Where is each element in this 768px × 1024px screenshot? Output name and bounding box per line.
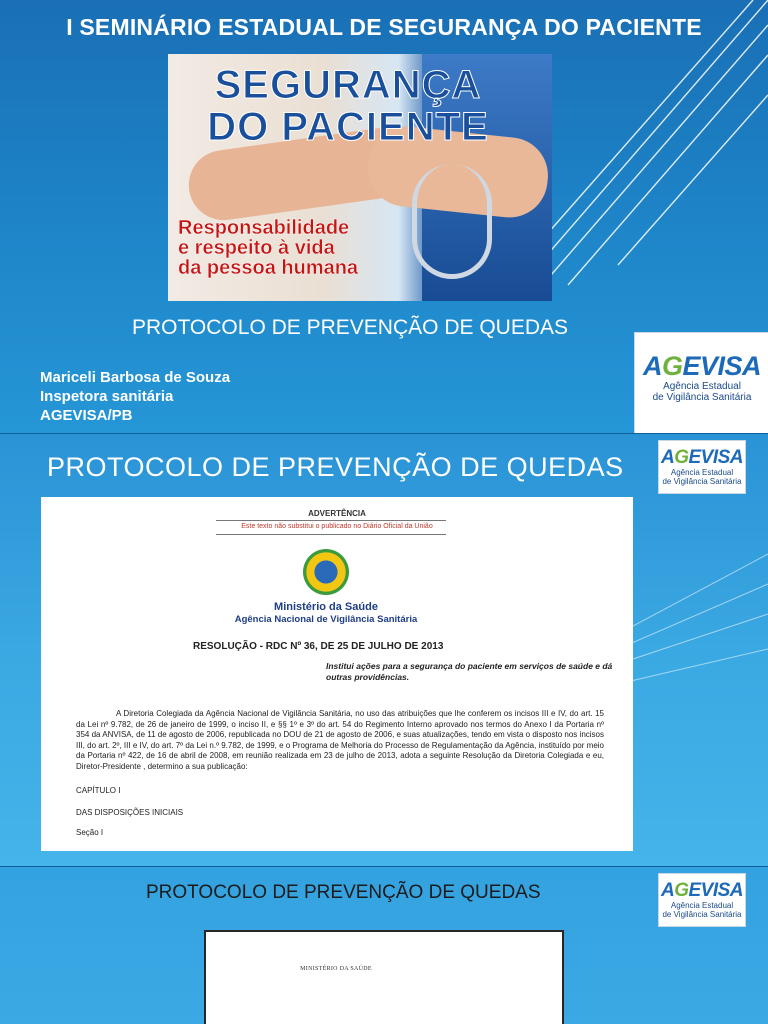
agevisa-logo [658,873,746,927]
banner-title: SEGURANÇA DO PACIENTE [207,63,489,149]
agevisa-logo-mark: AGEVISA [642,351,762,381]
slide-1 [0,0,768,434]
seminar-title: I SEMINÁRIO ESTADUAL DE SEGURANÇA DO PACIENTE [66,14,702,40]
doc-resolution-title: RESOLUÇÃO - RDC Nº 36, DE 25 DE JULHO DE 2013 [193,641,444,652]
agevisa-logo-mark: AGEVISA [660,880,744,901]
doc-warning: ADVERTÊNCIA [308,509,366,518]
doc-rule [216,520,446,521]
protocol-subtitle: PROTOCOLO DE PREVENÇÃO DE QUEDAS [131,316,569,339]
doc-body: A Diretoria Colegiada da Agência Nacional de Vigilância Sanitária, no uso das atribuições que lhe conferem os incisos III e IV, do art. 15 da Lei nº 9.782, de 26 de janeiro de 1999, o inciso II, e §§ 1º e 3º do art. 54 do Regimento Interno aprovado nos termos do Anexo I da Portaria nº 354 da ANVISA, de 11 de agosto de 2006, republicada no DOU de 21 de agosto de 2006, e suas atualizações, tendo em vista o disposto nos incisos III, do art. 2º, III e IV, do art. 7º da Lei n.º 9.782, de 1999, e o Programa de Melhoria do Processo de Regulamentação da Agência, instituído por meio da Portaria nº 422, de 16 de abril de 2008, em reunião realizada em 23 de julho de 2013, adota a seguinte Resolução da Diretoria Colegiada e eu, Diretor-Presidente , determino a sua publicação: [76,709,604,771]
agevisa-logo [658,440,746,494]
doc-institutes: Institui ações para a segurança do paciente em serviços de saúde e dá outras providências. [326,661,613,682]
author-org: AGEVISA/PB [40,407,133,424]
brazil-coat-of-arms-icon [303,549,349,595]
agevisa-logo-line1: Agência Estadual [670,901,734,910]
agevisa-logo-line2: de Vigilância Sanitária [662,910,742,919]
slide-3-title: PROTOCOLO DE PREVENÇÃO DE QUEDAS [146,882,541,903]
doc-agency: Agência Nacional de Vigilância Sanitária [234,614,418,625]
slide-2 [0,434,768,867]
agevisa-logo [634,332,768,434]
slide-3 [0,867,768,1024]
patient-safety-banner-image [168,54,552,301]
agevisa-logo-line2: de Vigilância Sanitária [662,477,742,486]
agevisa-logo-mark: AGEVISA [660,447,744,468]
doc-chapter: CAPÍTULO I [76,786,121,795]
agevisa-logo-line2: de Vigilância Sanitária [652,392,752,403]
doc-chapter-title: DAS DISPOSIÇÕES INICIAIS [76,808,184,817]
ministry-document-preview [204,930,564,1024]
agevisa-logo-line1: Agência Estadual [663,381,741,392]
doc-rule [216,534,446,535]
doc-ministry: Ministério da Saúde [274,601,378,613]
rdc-36-document [41,497,633,851]
slide-2-title: PROTOCOLO DE PREVENÇÃO DE QUEDAS [47,452,624,482]
doc-warning-note: Este texto não substitui o publicado no Diário Oficial da União [241,523,433,530]
banner-subtitle: Responsabilidade e respeito à vida da pessoa humana [178,217,359,279]
doc2-header: MINISTÉRIO DA SAÚDE [300,966,372,972]
author-role: Inspetora sanitária [40,388,174,405]
doc-section: Seção I [76,828,104,837]
agevisa-logo-line1: Agência Estadual [670,468,734,477]
author-info [40,368,230,425]
author-name: Mariceli Barbosa de Souza [40,369,231,386]
